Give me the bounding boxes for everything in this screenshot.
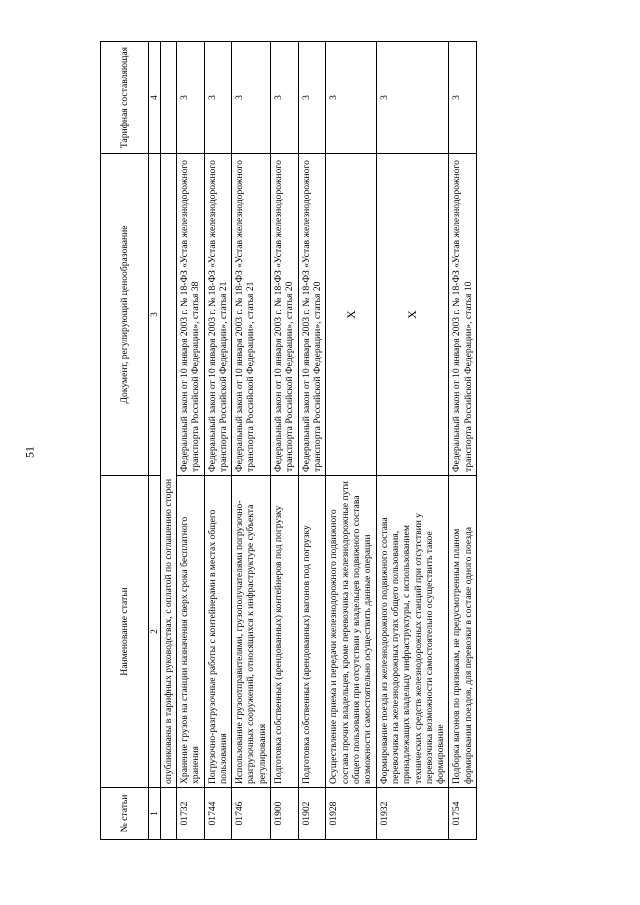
article-name: Подборка вагонов по признакам, не предусмотренным планом формирования поездов, для перевозки в составе одного поезда	[449, 476, 477, 788]
article-name: Осуществление приема и передачи железнодорожного подвижного состава прочих владельцев, кроме перевозчика на железнодорожные пути общего пользования при отсутствии у владельцев подвижного состава возможности самостоятельно осуществить данные операции	[326, 476, 376, 788]
article-code: 01732	[176, 788, 204, 840]
table-row	[376, 42, 449, 840]
column-number: 3	[149, 154, 161, 476]
article-code: 01746	[232, 788, 271, 840]
document-reference: Федеральный закон от 10 января 2003 г. № 18-ФЗ «Устав железнодорожного транспорта Российской Федерации», статья 20	[271, 154, 299, 476]
header-tariff-component: Тарифная составляющая	[101, 42, 149, 154]
document-reference: Х	[326, 154, 376, 476]
tariff-component: 3	[204, 42, 232, 154]
article-name: Формирование поезда из железнодорожного подвижного состава перевозчика на железнодорожных путях общего пользования, принадлежащих владельцу инфраструктуры, с использованием технических средств железнодорожных станций при отсутствии у перевозчика возможности самостоятельно осуществить такое формирование	[376, 476, 449, 788]
article-name: Хранение грузов на станции назначения сверх срока бесплатного хранения	[176, 476, 204, 788]
article-name: Использование грузоотправителями, грузополучателями погрузочно-разгрузочных сооружений, относящихся к инфраструктуре субъекта регулирования	[232, 476, 271, 788]
table-row	[204, 42, 232, 840]
document-reference: Федеральный закон от 10 января 2003 г. № 18-ФЗ «Устав железнодорожного транспорта Российской Федерации», статья 38	[176, 154, 204, 476]
header-article-number: № статьи	[101, 788, 149, 840]
document-reference: Федеральный закон от 10 января 2003 г. № 18-ФЗ «Устав железнодорожного транспорта Российской Федерации», статья 10	[449, 154, 477, 476]
table-row	[271, 42, 299, 840]
table-row	[232, 42, 271, 840]
article-code: 01754	[449, 788, 477, 840]
tariff-component: 3	[232, 42, 271, 154]
header-row	[101, 42, 149, 840]
tariff-component: 3	[271, 42, 299, 154]
tariff-table	[100, 41, 477, 840]
column-number: 1	[149, 788, 161, 840]
section-empty-cell	[160, 788, 176, 840]
section-empty-cell	[160, 42, 176, 154]
article-name: Подготовка собственных (арендованных) контейнеров под погрузку	[271, 476, 299, 788]
article-name: Подготовка собственных (арендованных) вагонов под погрузку	[298, 476, 326, 788]
table-row	[176, 42, 204, 840]
table-row	[326, 42, 376, 840]
document-reference: Федеральный закон от 10 января 2003 г. № 18-ФЗ «Устав железнодорожного транспорта Российской Федерации», статья 20	[298, 154, 326, 476]
document-reference: Федеральный закон от 10 января 2003 г. № 18-ФЗ «Устав железнодорожного транспорта Российской Федерации», статья 21	[232, 154, 271, 476]
page-number: 51	[22, 446, 37, 458]
article-code: 01744	[204, 788, 232, 840]
section-title: опубликованы в тарифных руководствах, с оплатой по соглашению сторон	[160, 154, 176, 788]
tariff-component: 3	[176, 42, 204, 154]
article-code: 01928	[326, 788, 376, 840]
document-reference: Х	[376, 154, 449, 476]
tariff-component: 3	[376, 42, 449, 154]
header-article-name: Наименование статьи	[101, 476, 149, 788]
column-number: 2	[149, 476, 161, 788]
article-name: Погрузочно-разгрузочные работы с контейнерами в местах общего пользования	[204, 476, 232, 788]
table-row	[449, 42, 477, 840]
header-document: Документ, регулирующий ценообразование	[101, 154, 149, 476]
article-code: 01900	[271, 788, 299, 840]
column-number: 4	[149, 42, 161, 154]
table-row	[298, 42, 326, 840]
article-code: 01902	[298, 788, 326, 840]
tariff-component: 3	[326, 42, 376, 154]
tariff-component: 3	[298, 42, 326, 154]
rotated-table-container	[100, 46, 597, 840]
tariff-component: 3	[449, 42, 477, 154]
article-code: 01932	[376, 788, 449, 840]
document-reference: Федеральный закон от 10 января 2003 г. № 18-ФЗ «Устав железнодорожного транспорта Российской Федерации», статья 21	[204, 154, 232, 476]
section-row	[160, 42, 176, 840]
column-number-row	[149, 42, 161, 840]
